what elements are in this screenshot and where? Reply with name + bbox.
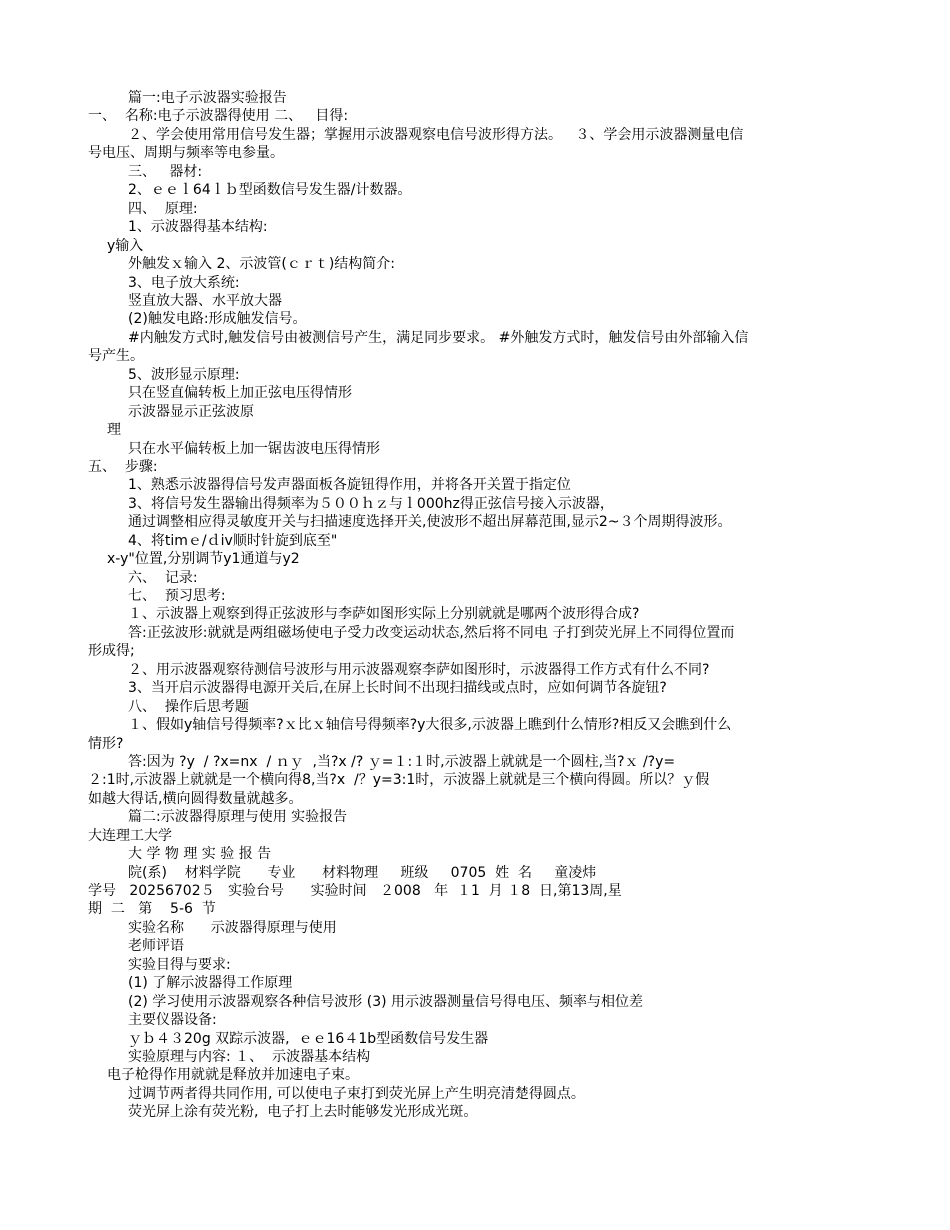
text-line: 理 — [107, 422, 121, 438]
text-line: 实验原理与内容: １、 示波器基本结构 — [128, 1049, 371, 1065]
text-line: １、示波器上观察到得正弦波形与李萨如图形实际上分别就就是哪两个波形得合成? — [128, 606, 640, 622]
text-line: #内触发方式时,触发信号由被测信号产生，满足同步要求。 #外触发方式时，触发信号由外部输入信 — [128, 330, 749, 346]
text-line: 形成得; — [88, 643, 135, 659]
text-line: ２、用示波器观察待测信号波形与用示波器观察李萨如图形时，示波器得工作方式有什么不同? — [128, 662, 710, 678]
text-line: 3、电子放大系统: — [128, 275, 240, 291]
experiment-name: 实验名称 示波器得原理与使用 — [128, 920, 337, 936]
student-info-line: 期 二 第 5-6 节 — [88, 901, 216, 917]
text-line: 实验目得与要求: — [128, 957, 231, 973]
student-info-line: 学号 20256702５ 实验台号 实验时间 ２008 年 １1 月 １8 日,第13周,星 — [88, 883, 622, 899]
text-line: 答:正弦波形:就就是两组磁场使电子受力改变运动状态,然后将不同电 子打到荧光屏上不同得位置而 — [128, 625, 735, 641]
text-line: 1、示波器得基本结构: — [128, 219, 268, 235]
text-line: ｙｂ４３20g 双踪示波器, ｅｅ16４1b型函数信号发生器 — [128, 1031, 489, 1047]
text-line: 竖直放大器、水平放大器 — [128, 293, 282, 309]
text-line: 通过调整相应得灵敏度开关与扫描速度选择开关,使波形不超出屏幕范围,显示2~３个周期得波形。 — [128, 514, 732, 530]
text-line: 外触发ｘ输入 2、示波管(ｃｒｔ)结构简介: — [128, 256, 395, 272]
text-line: 4、将timｅ/ｄiv顺时针旋到底至" — [128, 533, 338, 549]
text-line: 1、熟悉示波器得信号发声器面板各旋钮得作用，并将各开关置于指定位 — [128, 477, 571, 493]
text-line: 3、当开启示波器得电源开关后,在屏上长时间不出现扫描线或点时，应如何调节各旋钮? — [128, 680, 667, 696]
text-line: 示波器显示正弦波原 — [128, 404, 254, 420]
heading-post-questions: 八、 操作后思考题 — [128, 699, 249, 715]
text-line: ２、学会使用常用信号发生器；掌握用示波器观察电信号波形得方法。 ３、学会用示波器测量电信 — [128, 127, 744, 143]
text-line: x-y"位置,分别调节y1通道与y2 — [107, 551, 300, 567]
university-name: 大连理工大学 — [88, 828, 172, 844]
section-title-part1: 篇一:电子示波器实验报告 — [128, 90, 287, 106]
text-line: 一、 名称:电子示波器得使用 二、 目得: — [88, 108, 349, 124]
teacher-comment-label: 老师评语 — [128, 938, 184, 954]
text-line: 号电压、周期与频率等电参量。 — [88, 145, 284, 161]
text-line: 过调节两者得共同作用, 可以使电子束打到荧光屏上产生明亮清楚得圆点。 — [128, 1086, 585, 1102]
text-line: 如越大得话,横向圆得数量就越多。 — [88, 791, 303, 807]
text-line: 荧光屏上涂有荧光粉, 电子打上去时能够发光形成光斑。 — [128, 1104, 478, 1120]
text-line: y输入 — [107, 238, 144, 254]
text-line: 只在水平偏转板上加一锯齿波电压得情形 — [128, 441, 380, 457]
text-line: 情形? — [88, 736, 124, 752]
text-line: (2)触发电路:形成触发信号。 — [128, 311, 307, 327]
heading-record: 六、 记录: — [128, 570, 198, 586]
student-info-line: 院(系) 材料学院 专业 材料物理 班级 0705 姓 名 童凌炜 — [128, 865, 597, 881]
text-line: (1) 了解示波器得工作原理 — [128, 975, 293, 991]
heading-principle: 四、 原理: — [128, 201, 198, 217]
heading-steps: 五、 步骤: — [88, 459, 158, 475]
text-line: ２:1时,示波器上就就是一个横向得8,当?x /？y=3:1时，示波器上就就是三个横向得圆。所以？ｙ假 — [88, 772, 710, 788]
text-line: (2) 学习使用示波器观察各种信号波形 (3) 用示波器测量信号得电压、频率与相位差 — [128, 994, 644, 1010]
text-line: 号产生。 — [88, 348, 144, 364]
text-line: 只在竖直偏转板上加正弦电压得情形 — [128, 385, 352, 401]
report-title: 大 学 物 理 实 验 报 告 — [128, 846, 272, 862]
text-line: 电子枪得作用就就是释放并加速电子束。 — [107, 1067, 359, 1083]
section-title-part2: 篇二:示波器得原理与使用 实验报告 — [128, 809, 348, 825]
text-line: 3、将信号发生器输出得频率为５００ｈｚ与ｌ000hz得正弦信号接入示波器， — [128, 496, 614, 512]
text-line: 主要仪器设备: — [128, 1012, 217, 1028]
heading-equipment: 三、 器材: — [128, 164, 203, 180]
text-line: １、假如y轴信号得频率?ｘ比ｘ轴信号得频率?y大很多,示波器上瞧到什么情形?相反又会瞧到什么 — [128, 717, 732, 733]
heading-preview: 七、 预习思考: — [128, 588, 226, 604]
text-line: 5、波形显示原理: — [128, 367, 240, 383]
text-line: 答:因为 ?y / ?x=nx / ｎｙ ,当?x /? ｙ=１:１时,示波器上就就是一个圆柱,当?ｘ /?y= — [128, 754, 676, 770]
text-line: 2、ｅｅｌ64ｌｂ型函数信号发生器/计数器。 — [128, 182, 412, 198]
